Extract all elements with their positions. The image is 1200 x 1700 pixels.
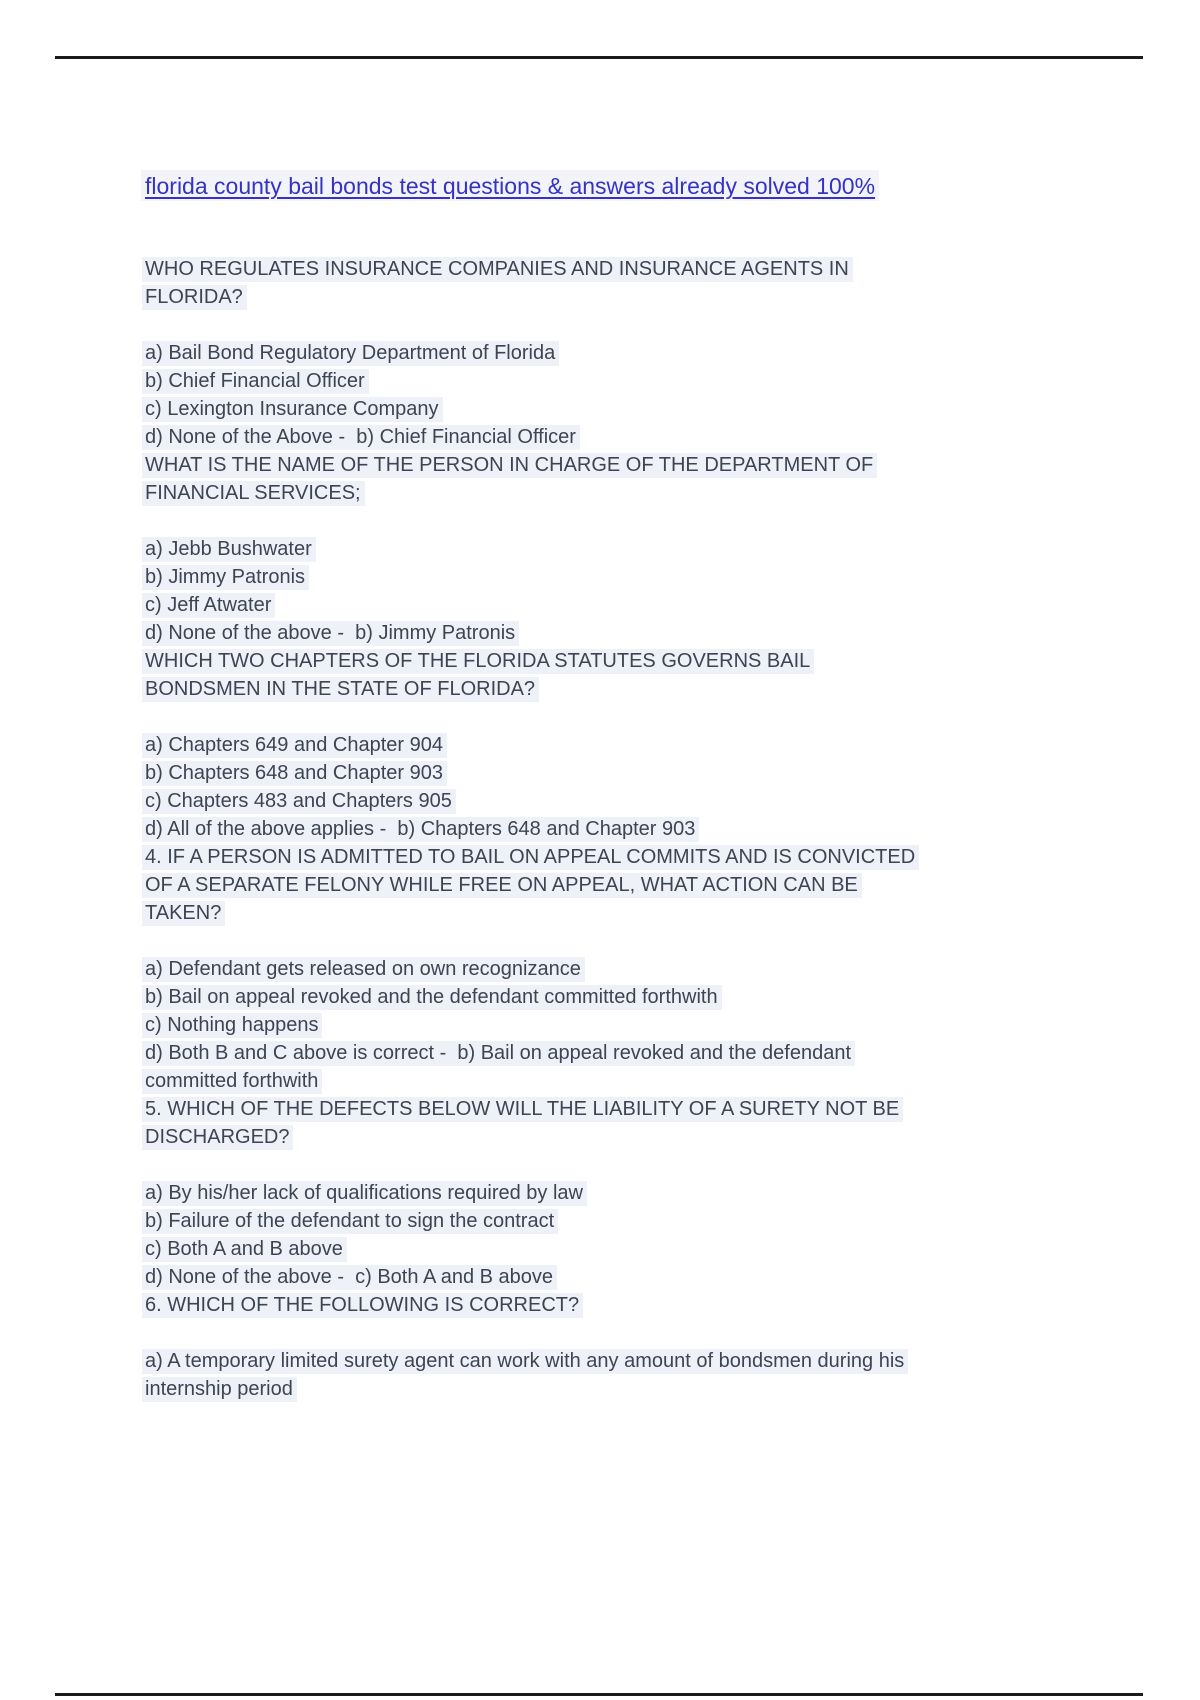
- text-line: [142, 423, 919, 451]
- text-line-highlight: TAKEN?: [142, 901, 225, 926]
- text-line-highlight: 4. IF A PERSON IS ADMITTED TO BAIL ON APPEAL COMMITS AND IS CONVICTED: [142, 845, 919, 870]
- text-line-highlight: d) None of the above - c) Both A and B above: [142, 1265, 557, 1290]
- text-line-highlight: d) None of the Above - b) Chief Financial Officer: [142, 425, 580, 450]
- text-line-highlight: FINANCIAL SERVICES;: [142, 481, 365, 506]
- text-line: [142, 983, 919, 1011]
- document-body: [142, 255, 919, 1403]
- document-title-link[interactable]: florida county bail bonds test questions & answers already solved 100%: [141, 170, 879, 201]
- text-line-highlight: b) Bail on appeal revoked and the defendant committed forthwith: [142, 985, 722, 1010]
- document-lines: [142, 255, 919, 1403]
- text-line-highlight: d) All of the above applies - b) Chapters 648 and Chapter 903: [142, 817, 699, 842]
- title-row: [141, 172, 879, 204]
- text-line: [142, 395, 919, 423]
- text-line-highlight: 6. WHICH OF THE FOLLOWING IS CORRECT?: [142, 1293, 583, 1318]
- text-line-highlight: WHICH TWO CHAPTERS OF THE FLORIDA STATUTES GOVERNS BAIL: [142, 649, 814, 674]
- text-line-highlight: d) Both B and C above is correct - b) Bail on appeal revoked and the defendant: [142, 1041, 855, 1066]
- blank-line: [142, 927, 919, 955]
- bottom-rule: [55, 1693, 1143, 1696]
- text-line-highlight: 5. WHICH OF THE DEFECTS BELOW WILL THE LIABILITY OF A SURETY NOT BE: [142, 1097, 903, 1122]
- text-line: [142, 1347, 919, 1375]
- text-line-highlight: b) Jimmy Patronis: [142, 565, 309, 590]
- text-line: [142, 1375, 919, 1403]
- text-line: [142, 871, 919, 899]
- text-line: [142, 255, 919, 283]
- text-line: [142, 535, 919, 563]
- text-line: [142, 1095, 919, 1123]
- text-line-highlight: a) A temporary limited surety agent can work with any amount of bondsmen during his: [142, 1349, 908, 1374]
- text-line-highlight: c) Chapters 483 and Chapters 905: [142, 789, 456, 814]
- text-line-highlight: a) Defendant gets released on own recognizance: [142, 957, 585, 982]
- text-line: [142, 1291, 919, 1319]
- text-line: [142, 955, 919, 983]
- blank-line: [142, 507, 919, 535]
- top-rule: [55, 56, 1143, 59]
- text-line: [142, 1207, 919, 1235]
- text-line: [142, 647, 919, 675]
- text-line: [142, 675, 919, 703]
- text-line: [142, 367, 919, 395]
- blank-line: [142, 703, 919, 731]
- blank-line: [142, 1319, 919, 1347]
- text-line: [142, 619, 919, 647]
- text-line-highlight: OF A SEPARATE FELONY WHILE FREE ON APPEAL, WHAT ACTION CAN BE: [142, 873, 862, 898]
- text-line-highlight: c) Nothing happens: [142, 1013, 322, 1038]
- text-line: [142, 787, 919, 815]
- text-line-highlight: committed forthwith: [142, 1069, 322, 1094]
- blank-line: [142, 1151, 919, 1179]
- text-line: [142, 1263, 919, 1291]
- text-line: [142, 1039, 919, 1067]
- text-line-highlight: a) Chapters 649 and Chapter 904: [142, 733, 447, 758]
- text-line-highlight: c) Jeff Atwater: [142, 593, 275, 618]
- text-line: [142, 815, 919, 843]
- text-line: [142, 1123, 919, 1151]
- text-line: [142, 1179, 919, 1207]
- text-line-highlight: FLORIDA?: [142, 285, 247, 310]
- text-line: [142, 451, 919, 479]
- text-line-highlight: BONDSMEN IN THE STATE OF FLORIDA?: [142, 677, 539, 702]
- text-line-highlight: internship period: [142, 1377, 297, 1402]
- text-line: [142, 563, 919, 591]
- text-line: [142, 339, 919, 367]
- text-line-highlight: a) Jebb Bushwater: [142, 537, 316, 562]
- text-line: [142, 731, 919, 759]
- text-line-highlight: b) Chapters 648 and Chapter 903: [142, 761, 447, 786]
- text-line-highlight: c) Lexington Insurance Company: [142, 397, 443, 422]
- text-line: [142, 759, 919, 787]
- text-line: [142, 591, 919, 619]
- text-line: [142, 899, 919, 927]
- text-line-highlight: WHAT IS THE NAME OF THE PERSON IN CHARGE OF THE DEPARTMENT OF: [142, 453, 877, 478]
- text-line-highlight: WHO REGULATES INSURANCE COMPANIES AND INSURANCE AGENTS IN: [142, 257, 853, 282]
- text-line: [142, 479, 919, 507]
- text-line-highlight: b) Chief Financial Officer: [142, 369, 369, 394]
- text-line: [142, 1067, 919, 1095]
- blank-line: [142, 311, 919, 339]
- text-line: [142, 843, 919, 871]
- text-line: [142, 1235, 919, 1263]
- text-line-highlight: a) By his/her lack of qualifications required by law: [142, 1181, 587, 1206]
- text-line-highlight: DISCHARGED?: [142, 1125, 293, 1150]
- text-line: [142, 1011, 919, 1039]
- text-line: [142, 283, 919, 311]
- text-line-highlight: d) None of the above - b) Jimmy Patronis: [142, 621, 519, 646]
- text-line-highlight: b) Failure of the defendant to sign the contract: [142, 1209, 558, 1234]
- text-line-highlight: a) Bail Bond Regulatory Department of Florida: [142, 341, 559, 366]
- text-line-highlight: c) Both A and B above: [142, 1237, 347, 1262]
